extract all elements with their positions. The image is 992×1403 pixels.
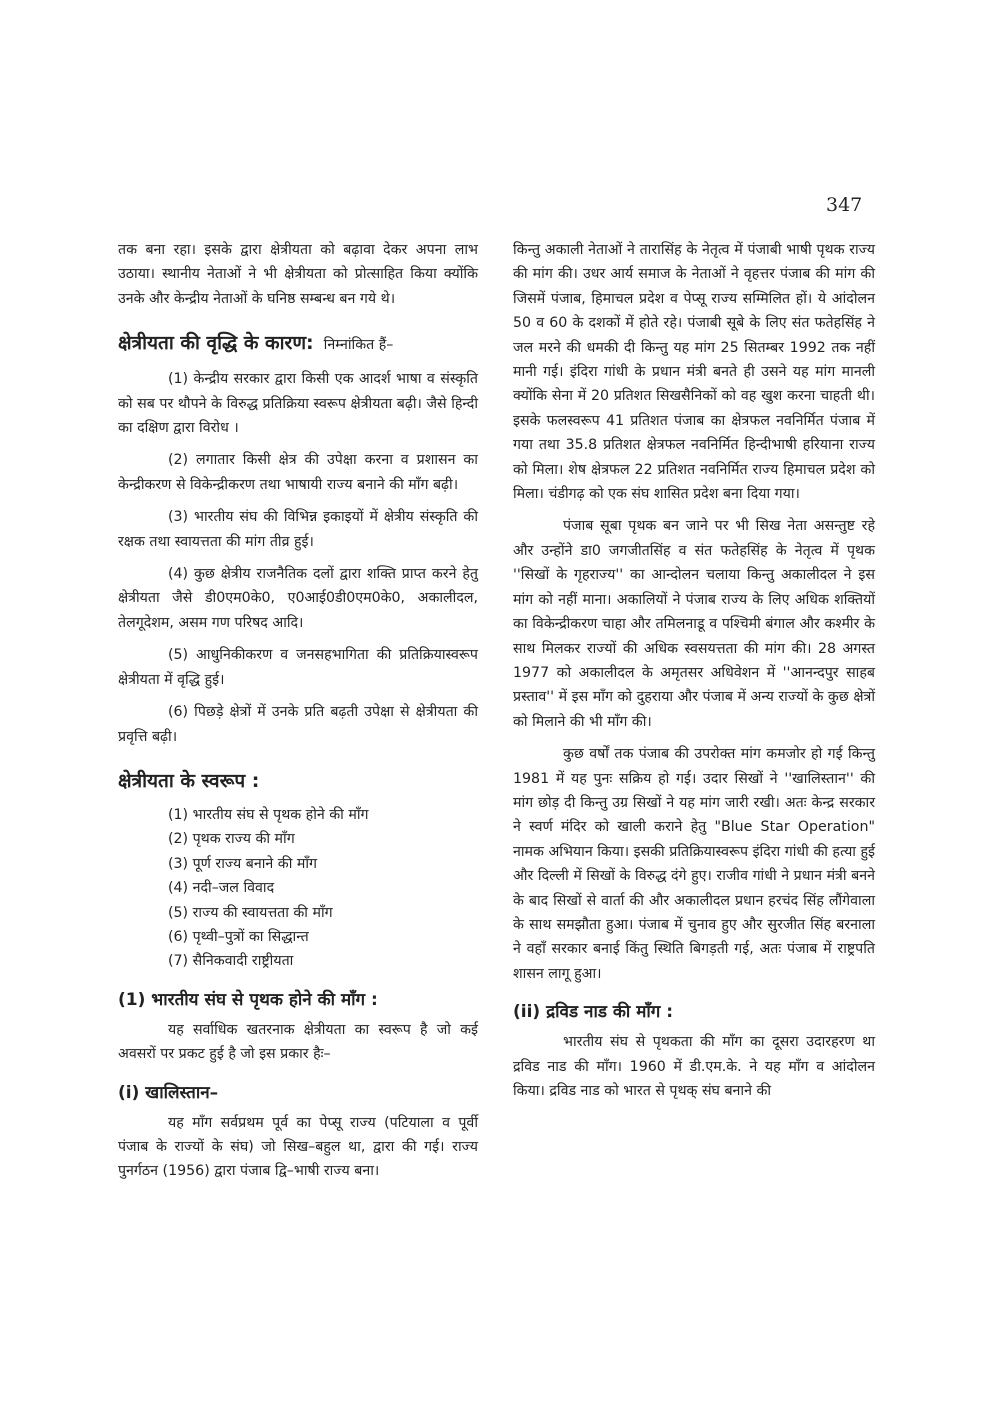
forms-list bbox=[118, 803, 478, 974]
right-paragraph-3: कुछ वर्षों तक पंजाब की उपरोक्त मांग कमजोर हो गई किन्तु 1981 में यह पुनः सक्रिय हो गई। उदार सिखों ने ''खालिस्तान'' की मांग छोड़ दी किन्तु उग्र सिखों ने यह मांग जारी रखी। अतः केन्द्र सरकार ने स्वर्ण मंदिर को खाली कराने हेतु "Blue Star Operation" नामक अभियान किया। इसकी प्रतिक्रियास्वरूप इंदिरा गांधी की हत्या हुई और दिल्ली में सिखों के विरुद्ध दंगे हुए। राजीव गांधी ने प्रधान मंत्री बनने के बाद सिखों से वार्ता की और अकालीदल प्रधान हरचंद सिंह लौंगेवाला के साथ समझौता हुआ। पंजाब में चुनाव हुए और सुरजीत सिंह बरनाला ने वहाँ सरकार बनाई किंतु स्थिति बिगड़ती गई, अतः पंजाब में राष्ट्रपति शासन लागू हुआ। bbox=[513, 746, 875, 982]
list-item: (7) सैनिकवादी राष्ट्रीयता bbox=[168, 953, 294, 970]
causes-heading-title: क्षेत्रीयता की वृद्धि के कारण: bbox=[118, 332, 314, 355]
cause-item: (2) लगातार किसी क्षेत्र की उपेक्षा करना व प्रशासन का केन्द्रीकरण से विकेन्द्रीकरण तथा भाषायी राज्य बनाने की माँग बढ़ी। bbox=[118, 452, 478, 493]
khalistan-paragraph: यह माँग सर्वप्रथम पूर्व का पेप्सू राज्य (पटियाला व पूर्वी पंजाब के राज्यों के संघ) जो सिख–बहुल था, द्वारा की गई। राज्य पुनर्गठन (1956) द्वारा पंजाब द्वि–भाषी राज्य बना। bbox=[118, 1114, 478, 1180]
right-paragraph-2: पंजाब सूबा पृथक बन जाने पर भी सिख नेता असन्तुष्ट रहे और उन्होंने डा0 जगजीतसिंह व संत फतेहसिंह के नेतृत्व में पृथक ''सिखों के गृहराज्य'' का आन्दोलन चलाया किन्तु अकालीदल ने इस मांग को नहीं माना। अकालियों ने पंजाब राज्य के लिए अधिक शक्तियों का विकेन्द्रीकरण चाहा और तमिलनाडू व पश्चिमी बंगाल और कश्मीर के साथ मिलकर राज्यों की अधिक स्वसयत्तता की मांग की। 28 अगस्त 1977 को अकालीदल के अमृतसर अधिवेशन में ''आनन्दपुर साहब प्रस्ताव'' में इस माँग को दुहराया और पंजाब में अन्य राज्यों के कुछ क्षेत्रों को मिलाने की भी माँग की। bbox=[513, 518, 875, 730]
forms-heading: क्षेत्रीयता के स्वरूप : bbox=[118, 769, 260, 792]
left-column bbox=[118, 238, 478, 1192]
causes-heading bbox=[118, 329, 478, 359]
cause-item: (5) आधुनिकीकरण व जनसहभागिता की प्रतिक्रियास्वरूप क्षेत्रीयता में वृद्धि हुई। bbox=[118, 647, 478, 688]
section1-paragraph: यह सर्वाधिक खतरनाक क्षेत्रीयता का स्वरूप है जो कई अवसरों पर प्रकट हुई है जो इस प्रकार हैः– bbox=[118, 1021, 478, 1063]
list-item: (6) पृथ्वी–पुत्रों का सिद्धान्त bbox=[168, 928, 309, 945]
dravid-heading: (ii) द्रविड नाड की माँग : bbox=[513, 1002, 674, 1023]
cause-item: (4) कुछ क्षेत्रीय राजनैतिक दलों द्वारा शक्ति प्राप्त करने हेतु क्षेत्रीयता जैसे डी0एम0के0, ए0आई0डी0एम0के0, अकालीदल, तेलगूदेशम, असम गण परिषद आदि। bbox=[118, 566, 478, 631]
intro-paragraph: तक बना रहा। इसके द्वारा क्षेत्रीयता को बढ़ावा देकर अपना लाभ उठाया। स्थानीय नेताओं ने भी क्षेत्रीयता को प्रोत्साहित किया क्योंकि उनके और केन्द्रीय नेताओं के घनिष्ठ सम्बन्ध बन गये थे। bbox=[118, 242, 478, 307]
causes-heading-tail: निम्नांकित हैं– bbox=[323, 337, 394, 354]
cause-item: (1) केन्द्रीय सरकार द्वारा किसी एक आदर्श भाषा व संस्कृति को सब पर थौपने के विरुद्ध प्रतिक्रिया स्वरूप क्षेत्रीयता बढ़ी। जैसे हिन्दी का दक्षिण द्वारा विरोध । bbox=[118, 371, 478, 437]
list-item: (4) नदी–जल विवाद bbox=[168, 880, 275, 897]
section1-heading: (1) भारतीय संघ से पृथक होने की माँग : bbox=[118, 989, 378, 1010]
khalistan-heading: (i) खालिस्तान– bbox=[118, 1082, 219, 1103]
right-column bbox=[513, 238, 875, 1111]
list-item: (2) पृथक राज्य की माँग bbox=[168, 831, 295, 848]
right-paragraph-1: किन्तु अकाली नेताओं ने तारासिंह के नेतृत्व में पंजाबी भाषी पृथक राज्य की मांग की। उधर आर्य समाज के नेताओं ने वृहत्तर पंजाब की मांग की जिसमें पंजाब, हिमाचल प्रदेश व पेप्सू राज्य सम्मिलित हों। ये आंदोलन 50 व 60 के दशकों में होते रहे। पंजाबी सूबे के लिए संत फतेहसिंह ने जल मरने की धमकी दी किन्तु यह मांग 25 सितम्बर 1992 तक नहीं मानी गई। इंदिरा गांधी के प्रधान मंत्री बनते ही उसने यह मांग मानली क्योंकि सेना में 20 प्रतिशत सिखसैनिकों को वह खुश करना चाहती थी। इसके फलस्वरूप 41 प्रतिशत पंजाब का क्षेत्रफल नवनिर्मित पंजाब में गया तथा 35.8 प्रतिशत क्षेत्रफल नवनिर्मित हिन्दीभाषी हरियाना राज्य को मिला। शेष क्षेत्रफल 22 प्रतिशत नवनिर्मित राज्य हिमाचल प्रदेश को मिला। चंडीगढ़ को एक संघ शासित प्रदेश बना दिया गया। bbox=[513, 242, 875, 503]
list-item: (5) राज्य की स्वायत्तता की माँग bbox=[168, 904, 333, 921]
dravid-paragraph: भारतीय संघ से पृथकता की माँग का दूसरा उदारहरण था द्रविड नाड की माँग। 1960 में डी.एम.के. ने यह माँग व आंदोलन किया। द्रविड नाड को भारत से पृथक् संघ बनाने की bbox=[513, 1034, 875, 1099]
page-number: 347 bbox=[826, 194, 863, 216]
cause-item: (3) भारतीय संघ की विभिन्न इकाइयों में क्षेत्रीय संस्कृति की रक्षक तथा स्वायत्तता की मांग तीव्र हुई। bbox=[118, 509, 478, 550]
list-item: (3) पूर्ण राज्य बनाने की माँग bbox=[168, 855, 318, 872]
cause-item: (6) पिछड़े क्षेत्रों में उनके प्रति बढ़ती उपेक्षा से क्षेत्रीयता की प्रवृत्ति बढ़ी। bbox=[118, 704, 478, 745]
list-item: (1) भारतीय संघ से पृथक होने की माँग bbox=[168, 806, 369, 823]
